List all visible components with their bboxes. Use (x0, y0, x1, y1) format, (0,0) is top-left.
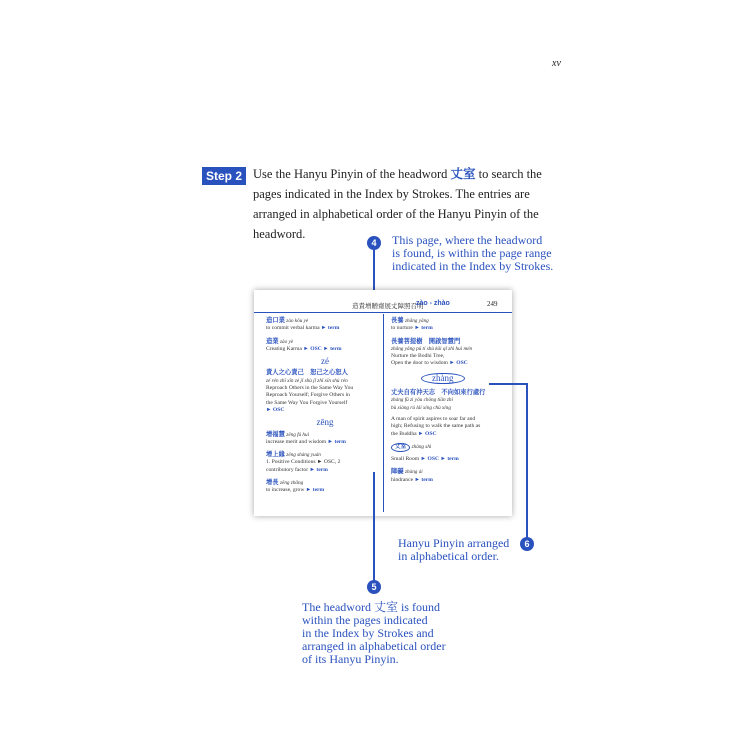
step-badge: Step 2 (202, 167, 246, 185)
header-pinyin-range: zào - zhào (416, 300, 450, 307)
callout-6-marker: 6 (520, 537, 534, 551)
callout-4-marker: 4 (367, 236, 381, 250)
dictionary-page-sample (254, 290, 512, 516)
entry-headword: 丈夫自有沖天志 不向如來行處行 (391, 389, 486, 397)
callout-5-line: within the pages indicated (302, 613, 428, 627)
right-column (391, 317, 509, 489)
header-characters: 造責增贈齋展丈障照召明 (352, 303, 424, 310)
entry-definition: high; Refusing to walk the same path as (391, 423, 481, 430)
entry-definition: increase merit and wisdom (266, 438, 327, 445)
entry-pinyin: zhǎng yǎng (405, 318, 429, 324)
entry-pinyin: zēng zhǎng (280, 480, 304, 487)
callout-4-line: This page, where the headword (392, 233, 543, 247)
callout-4-leader (373, 250, 375, 295)
callout-6-line: Hanyu Pinyin arranged (398, 536, 510, 550)
callout-5-text (302, 601, 446, 666)
entry-pinyin: zé rén zhī xīn zé jǐ shù jǐ zhī xīn shù rén (266, 377, 348, 384)
left-column (266, 317, 384, 500)
entry-definition: Small Room (391, 456, 420, 463)
dictionary-entry (266, 451, 384, 474)
entry-pinyin: zhàng ài (405, 469, 423, 476)
entry-definition: to commit verbal karma (266, 325, 320, 332)
entry-pinyin: zhǎng yǎng pú tí shù kāi qǐ zhì huì mén (391, 345, 473, 352)
entry-reference: ► term (305, 487, 325, 494)
header-page-number: 249 (487, 300, 498, 308)
pinyin-section-heading: zé (321, 356, 329, 367)
entry-headword: 障礙 (391, 468, 404, 476)
entry-reference: ► term (321, 325, 340, 332)
page-number: xv (552, 58, 561, 69)
callout-4-text (392, 234, 553, 273)
dictionary-entry (266, 338, 384, 354)
entry-pinyin: zào yè (280, 338, 294, 345)
dictionary-entry (391, 389, 509, 438)
step-instructions (253, 164, 563, 244)
entry-definition: Open the door to wisdom (391, 360, 448, 367)
entry-reference: ► OSC (449, 360, 468, 367)
step-text-after: to search the pages indicated in the Index by Strokes. The entries are arranged in alphabetical order of the Hanyu Pinyin of the headword. (253, 167, 542, 241)
entry-headword: 增長 (266, 479, 279, 487)
entry-definition: Creating Karma (266, 345, 302, 352)
entry-definition: A man of spirit aspires to soar far and (391, 415, 476, 422)
entry-definition: Reproach Others in the Same Way You (266, 385, 354, 392)
entry-headword: 長養 (391, 317, 404, 324)
entry-pinyin: zhàng shì (411, 443, 432, 450)
entry-pinyin: bù xiàng rú lái xíng chù xíng (391, 404, 451, 411)
entry-pinyin: zēng shàng yuán (286, 452, 321, 459)
callout-5-line: The headword 丈室 is found (302, 600, 440, 614)
entry-reference: ► OSC ► term (420, 456, 459, 463)
dictionary-entry (391, 338, 509, 368)
entry-headword-circled: 丈室 (391, 443, 410, 452)
entry-reference: ► OSC (418, 430, 437, 437)
dictionary-page-header (254, 290, 512, 313)
entry-pinyin: zhàng fū zì yǒu chōng tiān zhì (391, 397, 453, 404)
dictionary-entry (391, 468, 509, 484)
step-headword: 丈室 (450, 167, 476, 181)
entry-pinyin: zào kǒu yè (286, 318, 309, 324)
entry-reference: ► OSC (266, 406, 285, 413)
entry-headword: 增上緣 (266, 451, 285, 459)
pinyin-section-heading-circled: zhàng (421, 373, 465, 384)
entry-headword: 長養菩提樹 開啟智慧門 (391, 337, 461, 345)
callout-5-line: of its Hanyu Pinyin. (302, 652, 399, 666)
entry-definition: Nurture the Bodhi Tree, (391, 353, 445, 360)
callout-5-marker: 5 (367, 580, 381, 594)
dictionary-entry (266, 479, 384, 495)
dictionary-entry (266, 369, 384, 414)
entry-definition: to increase, grow (266, 487, 305, 494)
entry-reference: ► term (309, 466, 328, 473)
pinyin-section-heading: zēng (316, 417, 334, 428)
entry-headword: 造口業 (266, 317, 285, 324)
entry-definition: 1. Positive Conditions ► OSC, 2 (266, 459, 341, 466)
dictionary-entry (266, 431, 384, 447)
entry-headword: 增福慧 (266, 430, 285, 438)
callout-5-line: in the Index by Strokes and (302, 626, 434, 640)
callout-6-text (398, 537, 509, 563)
callout-5-line: arranged in alphabetical order (302, 639, 446, 653)
entry-headword: 造業 (266, 337, 279, 345)
entry-definition: to nurture (391, 325, 413, 332)
dictionary-entry (391, 317, 509, 333)
entry-pinyin: zēng fú huì (286, 431, 310, 438)
callout-4-line: indicated in the Index by Strokes. (392, 259, 554, 273)
callout-5-leader (373, 472, 375, 580)
entry-definition: Reproach Yourself; Forgive Others in (266, 392, 350, 399)
entry-headword: 責人之心責己 恕己之心恕人 (266, 369, 348, 377)
callout-6-leader-vertical (526, 383, 528, 538)
dictionary-entry (266, 317, 384, 333)
entry-reference: ► term (414, 325, 433, 332)
dictionary-entry-highlighted (391, 443, 509, 464)
entry-reference: ► term (327, 438, 346, 445)
entry-definition: hindrance (391, 476, 414, 483)
entry-reference: ► term (414, 476, 433, 483)
callout-6-leader-horizontal (489, 383, 527, 385)
entry-reference: ► OSC ► term (303, 345, 342, 352)
step-text-before: Use the Hanyu Pinyin of the headword (253, 167, 451, 181)
entry-definition: the Buddha (391, 430, 417, 437)
entry-definition: the Same Way You Forgive Yourself (266, 399, 348, 406)
callout-4-line: is found, is within the page range (392, 246, 552, 260)
entry-definition: contributory factor (266, 466, 309, 473)
callout-6-line: in alphabetical order. (398, 549, 499, 563)
